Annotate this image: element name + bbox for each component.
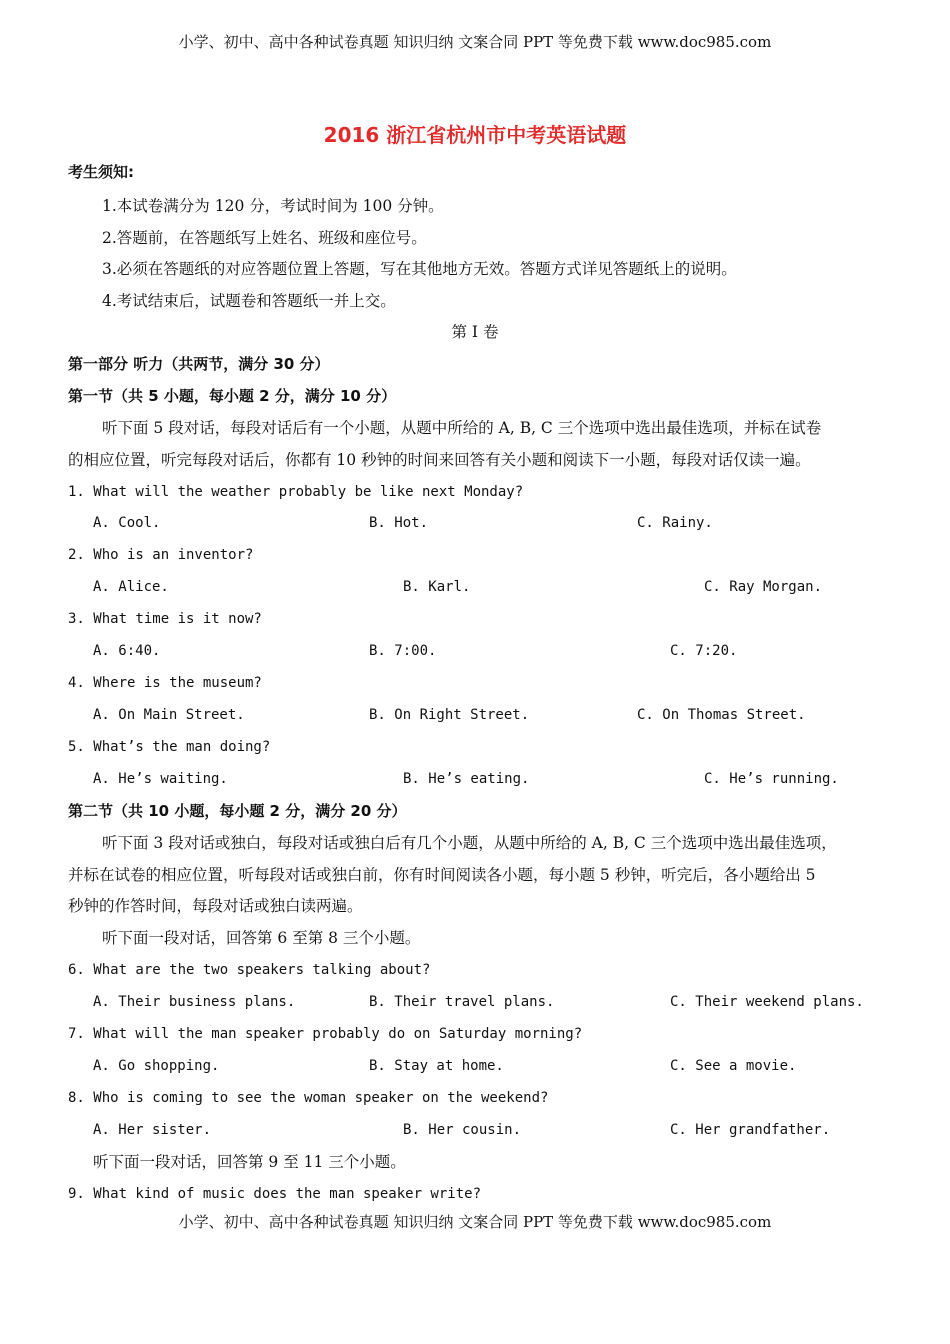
question-1: 1. What will the weather probably be like next Monday? [68,484,524,500]
option-c: C. He’s running. [704,771,839,787]
option-b: B. Hot. [369,515,429,531]
question-4: 4. Where is the museum? [68,675,262,691]
question-5: 5. What’s the man doing? [68,739,271,755]
section2-heading: 第二节（共 10 小题，每小题 2 分，满分 20 分） [68,802,407,820]
notice-heading: 考生须知: [68,163,134,181]
question-7: 7. What will the man speaker probably do on Saturday morning? [68,1026,583,1042]
notice-item: 4.考试结束后，试题卷和答题纸一并上交。 [102,292,396,310]
option-b: B. He’s eating. [403,771,530,787]
section1-instruction: 的相应位置，听完每段对话后，你都有 10 秒钟的时间来回答有关小题和阅读下一小题，每段对话仅读一遍。 [68,451,811,469]
exam-title: 2016 浙江省杭州市中考英语试题 [323,123,627,147]
option-a: A. Alice. [93,579,169,595]
option-c: C. Rainy. [637,515,713,531]
option-c: C. Their weekend plans. [670,994,864,1010]
question-2: 2. Who is an inventor? [68,547,254,563]
notice-item: 3.必须在答题纸的对应答题位置上答题，写在其他地方无效。答题方式详见答题纸上的说明。 [102,260,737,278]
notice-item: 1.本试卷满分为 120 分，考试时间为 100 分钟。 [102,197,444,215]
section2-instruction: 并标在试卷的相应位置，听每段对话或独白前，你有时间阅读各小题，每小题 5 秒钟，听完后，各小题给出 5 [68,866,816,884]
option-b: B. Karl. [403,579,471,595]
option-b: B. On Right Street. [369,707,530,723]
option-b: B. Stay at home. [369,1058,504,1074]
page-footer: 小学、初中、高中各种试卷真题 知识归纳 文案合同 PPT 等免费下载 www.doc985.com [178,1213,772,1231]
question-6: 6. What are the two speakers talking about? [68,962,431,978]
option-a: A. On Main Street. [93,707,245,723]
section2-instruction: 秒钟的作答时间，每段对话或独白读两遍。 [68,897,363,915]
option-b: B. 7:00. [369,643,437,659]
option-a: A. He’s waiting. [93,771,228,787]
option-a: A. Their business plans. [93,994,296,1010]
dialogue-intro: 听下面一段对话，回答第 9 至 11 三个小题。 [93,1153,406,1171]
option-a: A. 6:40. [93,643,161,659]
notice-item: 2.答题前，在答题纸写上姓名、班级和座位号。 [102,229,427,247]
part1-heading: 第一部分 听力（共两节，满分 30 分） [68,355,330,373]
dialogue-intro: 听下面一段对话，回答第 6 至第 8 三个小题。 [102,929,421,947]
question-9: 9. What kind of music does the man speaker write? [68,1186,482,1202]
option-a: A. Cool. [93,515,161,531]
option-b: B. Her cousin. [403,1122,522,1138]
page-header: 小学、初中、高中各种试卷真题 知识归纳 文案合同 PPT 等免费下载 www.doc985.com [178,33,772,51]
section1-heading: 第一节（共 5 小题，每小题 2 分，满分 10 分） [68,387,397,405]
option-c: C. Ray Morgan. [704,579,823,595]
section2-instruction: 听下面 3 段对话或独白，每段对话或独白后有几个小题，从题中所给的 A, B, C 三个选项中选出最佳选项， [102,834,837,852]
option-c: C. On Thomas Street. [637,707,806,723]
option-a: A. Go shopping. [93,1058,220,1074]
option-b: B. Their travel plans. [369,994,555,1010]
question-8: 8. Who is coming to see the woman speaker on the weekend? [68,1090,549,1106]
option-c: C. 7:20. [670,643,738,659]
option-c: C. Her grandfather. [670,1122,831,1138]
section1-instruction: 听下面 5 段对话，每段对话后有一个小题，从题中所给的 A, B, C 三个选项中选出最佳选项，并标在试卷 [102,419,822,437]
option-a: A. Her sister. [93,1122,212,1138]
volume-label: 第 I 卷 [451,323,499,341]
question-3: 3. What time is it now? [68,611,262,627]
option-c: C. See a movie. [670,1058,797,1074]
